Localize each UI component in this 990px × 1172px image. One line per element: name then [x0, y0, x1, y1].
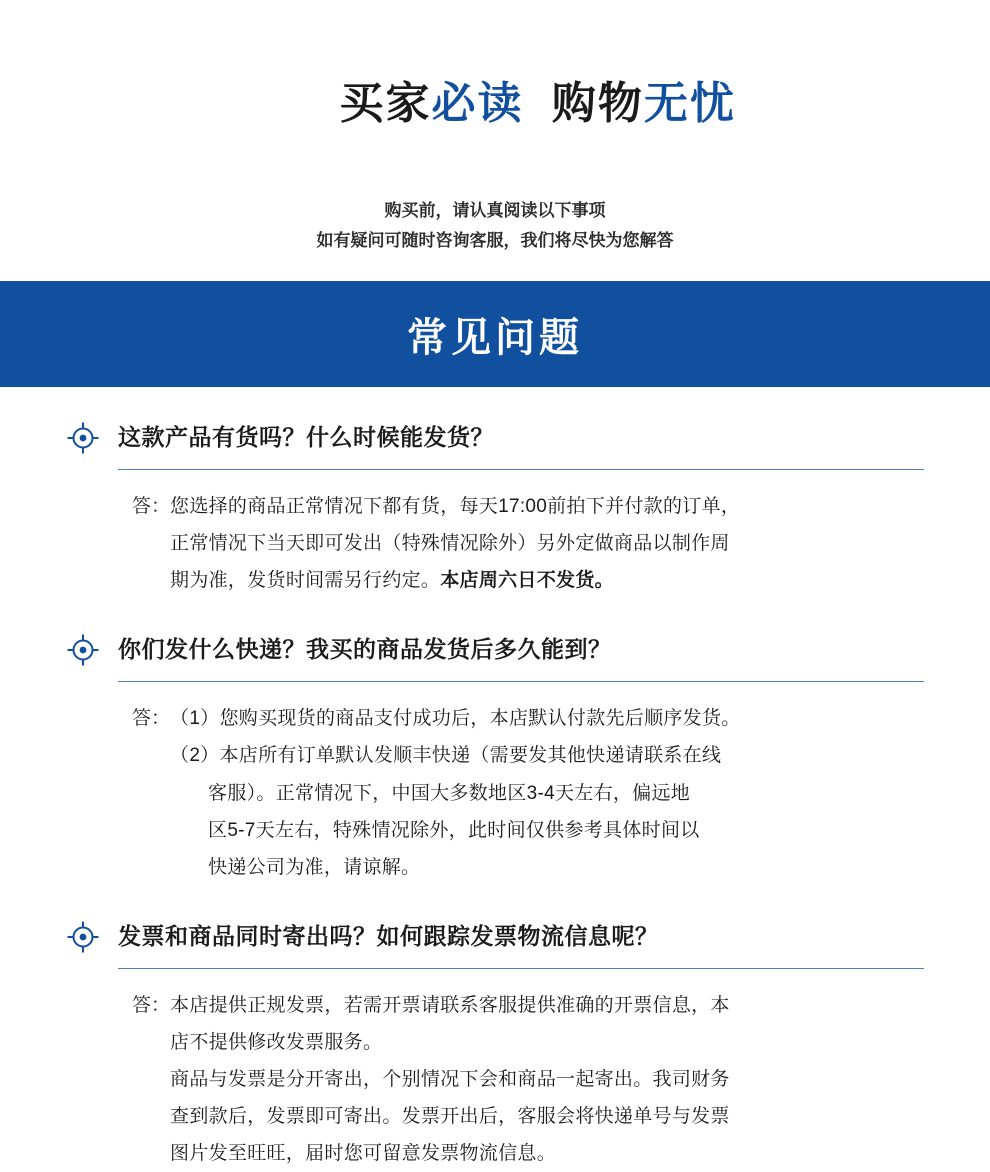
faq-answer-line-text: 正常情况下当天即可发出（特殊情况除外）另外定做商品以制作周: [170, 533, 730, 555]
faq-answer-line-text: （2）本店所有订单默认发顺丰快递（需要发其他快递请联系在线: [170, 745, 722, 767]
faq-answer-body: [170, 700, 741, 885]
faq-answer-line-text: （1）您购买现货的商品支付成功后，本店默认付款先后顺序发货。: [170, 708, 741, 730]
faq-answer-label: 答：: [132, 708, 171, 730]
faq-answer-line: [170, 562, 740, 599]
faq-answer-row: [132, 987, 924, 1172]
faq-answer-label: 答：: [132, 496, 171, 518]
faq-answer-line-text: 图片发至旺旺，届时您可留意发票物流信息。: [170, 1142, 557, 1164]
faq-question-text: 这款产品有货吗？什么时候能发货？: [118, 424, 494, 451]
faq-question-row: [66, 920, 924, 954]
faq-answer-row: [132, 700, 924, 885]
faq-question-text: 你们发什么快递？我买的商品发货后多久能到？: [118, 636, 612, 663]
page-title-accent1: 必读: [431, 78, 524, 128]
page-title-part2: 购物: [551, 78, 644, 128]
faq-answer-line: [170, 849, 741, 886]
faq-list: [0, 387, 990, 1172]
faq-answer-line-text: 客服）。正常情况下，中国大多数地区3-4天左右，偏远地: [208, 782, 691, 804]
target-bullet-icon: [66, 920, 100, 954]
faq-answer-row: [132, 488, 924, 599]
faq-question-row: [66, 421, 924, 455]
faq-answer-line-text: 快递公司为准，请谅解。: [208, 856, 421, 878]
faq-item: [66, 421, 924, 599]
faq-answer-line-text: 您选择的商品正常情况下都有货，每天17:00前拍下并付款的订单，: [170, 496, 741, 518]
page-title-part1: 买家: [339, 78, 432, 128]
faq-answer-body: [170, 987, 730, 1172]
faq-item: [66, 920, 924, 1172]
faq-answer-line: [170, 775, 741, 812]
target-bullet-icon: [66, 421, 100, 455]
faq-answer-line: [170, 525, 740, 562]
faq-answer-body: [170, 488, 740, 599]
target-bullet-icon: [66, 633, 100, 667]
section-banner-title: 常见问题: [407, 315, 583, 360]
page-title-accent2: 无忧: [643, 78, 736, 128]
page-subtitle-line-2: 如有疑问可随时咨询客服，我们将尽快为您解答: [316, 230, 674, 250]
faq-answer-line: [170, 488, 740, 525]
faq-divider: [118, 681, 924, 682]
faq-question-text: 发票和商品同时寄出吗？如何跟踪发票物流信息呢？: [118, 922, 659, 949]
faq-divider: [118, 968, 924, 969]
faq-answer-line: [170, 1024, 730, 1061]
faq-answer-line: [170, 812, 741, 849]
faq-item: [66, 633, 924, 885]
page-title-space: [523, 79, 551, 128]
faq-answer-line-text: 本店提供正规发票，若需开票请联系客服提供准确的开票信息，本: [170, 994, 730, 1016]
page-title: [0, 28, 990, 180]
page-subtitle: [0, 196, 990, 256]
faq-answer-line-text: 期为准，发货时间需另行约定。: [170, 570, 441, 592]
faq-answer-line-text: 查到款后，发票即可寄出。发票开出后，客服会将快递单号与发票: [170, 1105, 730, 1127]
faq-answer-line-text: 商品与发票是分开寄出，个别情况下会和商品一起寄出。我司财务: [170, 1068, 730, 1090]
faq-answer-line: [170, 700, 741, 737]
page-header: [0, 0, 990, 255]
faq-answer-line-text: 区5-7天左右，特殊情况除外，此时间仅供参考具体时间以: [208, 819, 700, 841]
faq-answer-line: [170, 1061, 730, 1098]
faq-divider: [118, 469, 924, 470]
faq-answer-line-text: 店不提供修改发票服务。: [170, 1031, 383, 1053]
faq-answer-label: 答：: [132, 994, 171, 1016]
page-subtitle-line-1: 购买前，请认真阅读以下事项: [384, 200, 606, 220]
faq-answer-line-emphasis: 本店周六日不发货。: [440, 570, 614, 592]
section-banner: [0, 281, 990, 387]
faq-answer-line: [170, 1098, 730, 1135]
faq-answer-line: [170, 1135, 730, 1172]
faq-question-row: [66, 633, 924, 667]
faq-answer-line: [170, 987, 730, 1024]
faq-answer-line: [170, 737, 741, 774]
